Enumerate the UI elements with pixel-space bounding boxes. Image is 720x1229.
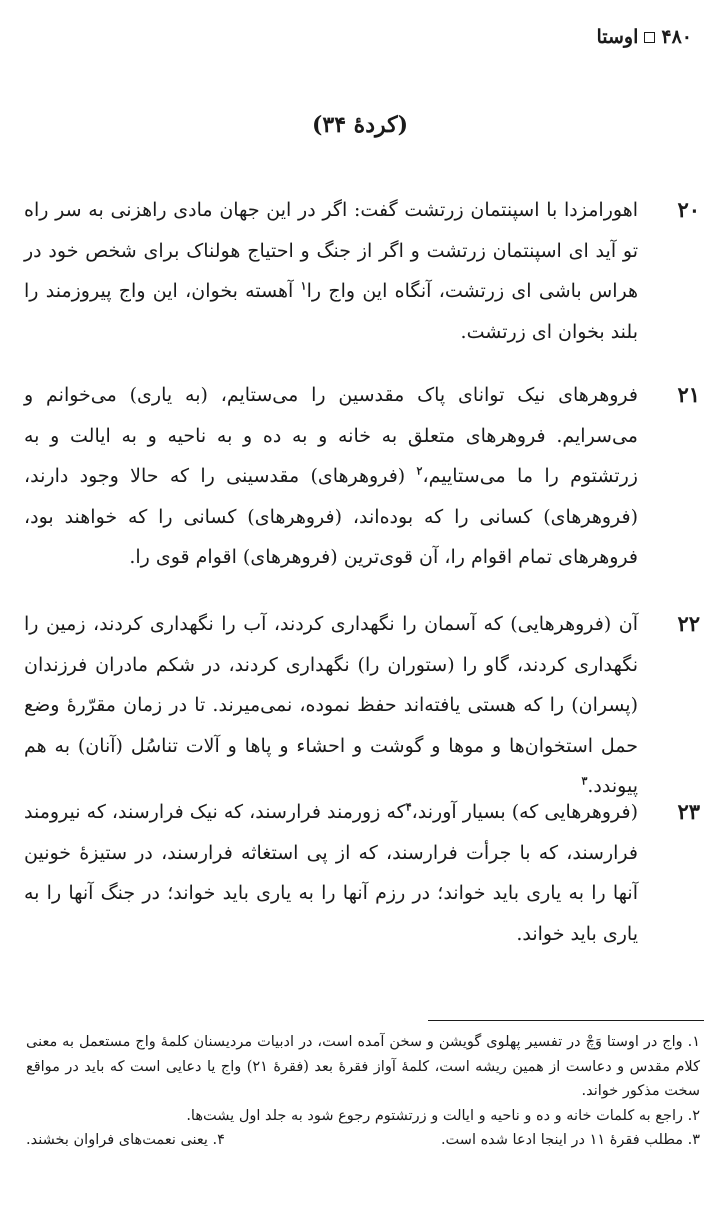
- footnote-row: [26, 1128, 700, 1153]
- paragraph-20: [24, 190, 700, 352]
- paragraph-text: [24, 792, 638, 954]
- paragraph-text-part: آهسته بخوان، این واج پیروزمند را بلند بخوان ای زرتشت.: [24, 280, 638, 343]
- paragraph-text: [24, 190, 638, 352]
- paragraph-number: ۲۳: [677, 799, 700, 824]
- footnote-2: ۲. راجع به کلمات خانه و ده و ناحیه و ایالت و زرتشتوم رجوع شود به جلد اول یشت‌ها.: [186, 1107, 700, 1124]
- paragraph-text-part: (فروهرهای) مقدسینی را که حالا وجود دارند، (فروهرهای) کسانی را که بوده‌اند، (فروهرهای) کسانی را که خواهند بود، فروهرهای تمام اقوام را، آن قوی‌ترین (فروهرهای) اقوام قوی را.: [24, 465, 638, 568]
- paragraph-text: [24, 375, 638, 578]
- square-separator-icon: [644, 32, 655, 43]
- page-number: ۴۸۰: [661, 26, 692, 48]
- footnote-1: ۱. واج در اوستا وَچْ در تفسیر پهلوی گویشن و سخن آمده است، در ادبیات مردیسنان کلمهٔ واج مستعمل به معنی کلام مقدس و دعاست از همین ریشه است، کلمهٔ آواز فقرهٔ بعد (فقرهٔ ۲۱) واج یا دعایی است که باید در مواقع سخت مذکور خواند.: [26, 1034, 700, 1099]
- paragraph-text-part: (فروهرهایی که) بسیار آورند،: [411, 801, 639, 823]
- footnote-marker: ۴: [405, 800, 412, 814]
- paragraph-21: [24, 375, 700, 578]
- footnote-marker: ۳: [581, 774, 588, 788]
- footnotes: [26, 1030, 700, 1153]
- paragraph-text-part: که زورمند فرارسند، که نیک فرارسند، که نیرومند فرارسند، که با جرأت فرارسند، که از پی استغاثه فرارسند، در ستیزهٔ خونین آنها را به یاری باید خواند؛ در رزم آنها را به یاری باید خواند؛ در جنگ آنها را به یاری باید خواند.: [24, 801, 638, 945]
- paragraph-number: ۲۲: [677, 611, 700, 636]
- footnote-4: ۴. یعنی نعمت‌های فراوان بخشند.: [26, 1132, 225, 1148]
- footnote-3: ۳. مطلب فقرهٔ ۱۱ در اینجا ادعا شده است.: [440, 1132, 700, 1148]
- book-title: اوستا: [596, 26, 639, 48]
- paragraph-text: [24, 604, 638, 807]
- running-header: [596, 26, 692, 48]
- footnote-divider: [428, 1020, 704, 1021]
- paragraph-text-part: فروهرهای نیک توانای پاک مقدسین را می‌ستایم، (به یاری) می‌خوانم و می‌سرایم. فروهرهای متعلق به خانه و به ده و به ناحیه و به ایالت و به زرتشتوم را ما می‌ستاییم،: [24, 384, 638, 487]
- paragraph-number: ۲۰: [677, 197, 700, 222]
- footnote-marker: ۱: [300, 279, 307, 293]
- paragraph-23: [24, 792, 700, 954]
- paragraph-text-part: اهورامزدا با اسپنتمان زرتشت گفت: اگر در این جهان مادی راهزنی به سر راه تو آید ای اسپنتمان زرتشت و اگر از جنگ و احتیاج هولناک برای شخص خود در هراس باشی ای زرتشت، آنگاه این واج را: [24, 199, 638, 302]
- paragraph-text-part: آن (فروهرهایی) که آسمان را نگهداری کردند، آب را نگهداری کردند، زمین را نگهداری کردند، گاو را (ستوران را) نگهداری کردند، در شکم مادران فرزندان (پسران) را که هستی یافته‌اند حفظ نموده، نمی‌میرند. تا در زمان مقرّرهٔ وضع حمل استخوان‌ها و موها و گوشت و احشاء و پاها و آلات تناسُل (آنان) به هم پیوندد.: [24, 613, 638, 797]
- footnote-marker: ۲: [416, 464, 423, 478]
- section-title: (کردهٔ ۳۴): [311, 112, 409, 138]
- paragraph-number: ۲۱: [677, 382, 700, 407]
- paragraph-22: [24, 604, 700, 807]
